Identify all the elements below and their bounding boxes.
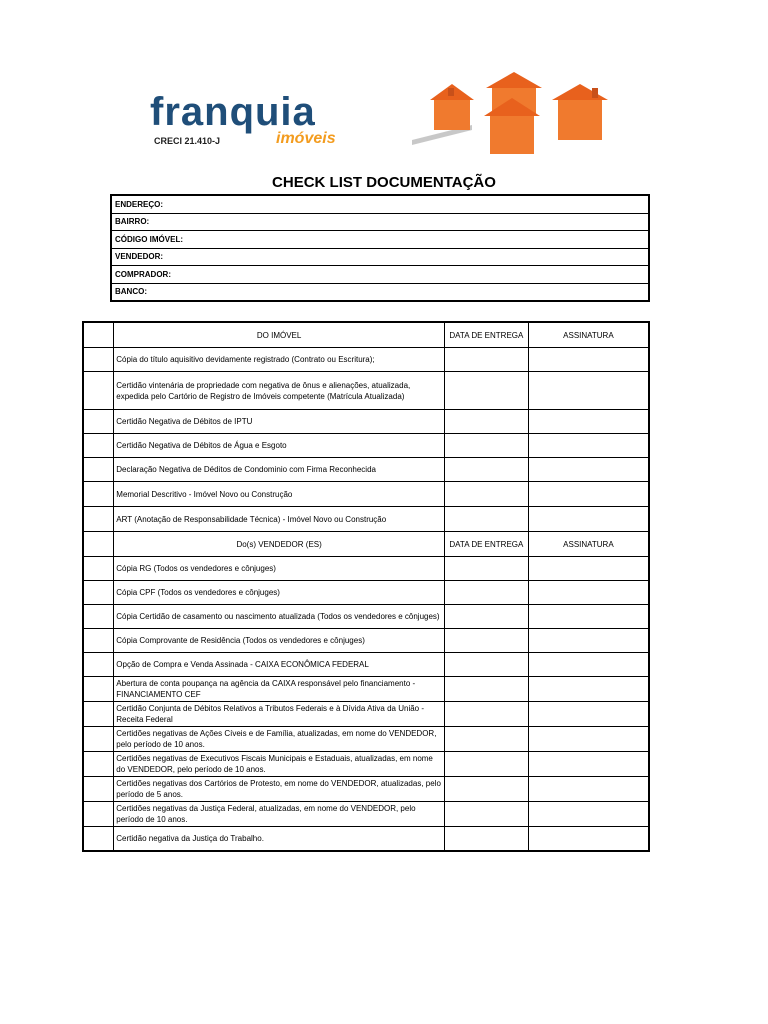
check-box[interactable] — [83, 348, 114, 372]
document-description: Certidão Negativa de Débitos de IPTU — [114, 410, 445, 434]
signature-cell[interactable] — [528, 410, 649, 434]
check-box[interactable] — [83, 581, 114, 605]
signature-cell[interactable] — [528, 581, 649, 605]
section-title: DO IMÓVEL — [114, 322, 445, 348]
document-description: Certidão Conjunta de Débitos Relativos a Tributos Federais e à Dívida Ativa da União - Receita Federal — [114, 702, 445, 727]
signature-header: ASSINATURA — [528, 322, 649, 348]
date-header: DATA DE ENTREGA — [444, 532, 528, 557]
signature-cell[interactable] — [528, 434, 649, 458]
delivery-date-cell[interactable] — [444, 653, 528, 677]
delivery-date-cell[interactable] — [444, 802, 528, 827]
document-description: Certidão vintenária de propriedade com negativa de ônus e alienações, atualizada, expedida pelo Cartório de Registro de Imóveis competente (Matrícula Atualizada) — [114, 372, 445, 410]
check-box[interactable] — [83, 727, 114, 752]
checklist-row — [83, 653, 649, 677]
document-description: Cópia RG (Todos os vendedores e cônjuges) — [114, 557, 445, 581]
document-description: Certidões negativas de Ações Cíveis e de Família, atualizadas, em nome do VENDEDOR, pelo período de 10 anos. — [114, 727, 445, 752]
delivery-date-cell[interactable] — [444, 372, 528, 410]
signature-cell[interactable] — [528, 348, 649, 372]
checklist-row — [83, 752, 649, 777]
check-box[interactable] — [83, 482, 114, 507]
logo-brand: franquia — [150, 90, 316, 134]
section-header-row — [83, 532, 649, 557]
signature-cell[interactable] — [528, 458, 649, 482]
delivery-date-cell[interactable] — [444, 605, 528, 629]
checklist-row — [83, 629, 649, 653]
info-row — [111, 231, 649, 249]
delivery-date-cell[interactable] — [444, 482, 528, 507]
check-box[interactable] — [83, 434, 114, 458]
check-box[interactable] — [83, 827, 114, 851]
header-spacer — [83, 322, 114, 348]
document-description: Cópia Comprovante de Residência (Todos os vendedores e cônjuges) — [114, 629, 445, 653]
document-description: ART (Anotação de Responsabilidade Técnica) - Imóvel Novo ou Construção — [114, 507, 445, 532]
signature-header: ASSINATURA — [528, 532, 649, 557]
delivery-date-cell[interactable] — [444, 677, 528, 702]
info-row — [111, 266, 649, 284]
delivery-date-cell[interactable] — [444, 777, 528, 802]
document-description: Certidões negativas dos Cartórios de Protesto, em nome do VENDEDOR, atualizadas, pelo período de 5 anos. — [114, 777, 445, 802]
signature-cell[interactable] — [528, 677, 649, 702]
signature-cell[interactable] — [528, 482, 649, 507]
info-label: VENDEDOR: — [111, 248, 649, 266]
delivery-date-cell[interactable] — [444, 348, 528, 372]
franquia-logo — [150, 92, 350, 162]
logo-sub: imóveis — [276, 130, 336, 147]
checklist-row — [83, 410, 649, 434]
info-table — [110, 194, 650, 302]
checklist-row — [83, 581, 649, 605]
check-box[interactable] — [83, 777, 114, 802]
info-row — [111, 248, 649, 266]
delivery-date-cell[interactable] — [444, 557, 528, 581]
signature-cell[interactable] — [528, 557, 649, 581]
logo-creci: CRECI 21.410-J — [154, 136, 221, 146]
checklist-table — [82, 321, 650, 852]
checklist-row — [83, 458, 649, 482]
signature-cell[interactable] — [528, 802, 649, 827]
check-box[interactable] — [83, 629, 114, 653]
delivery-date-cell[interactable] — [444, 629, 528, 653]
signature-cell[interactable] — [528, 827, 649, 851]
info-row — [111, 283, 649, 301]
info-label: CÓDIGO IMÓVEL: — [111, 231, 649, 249]
info-label: BAIRRO: — [111, 213, 649, 231]
document-description: Cópia do título aquisitivo devidamente registrado (Contrato ou Escritura); — [114, 348, 445, 372]
info-row — [111, 213, 649, 231]
checklist-row — [83, 702, 649, 727]
document-description: Certidões negativas de Executivos Fiscais Municipais e Estaduais, atualizadas, em nome do VENDEDOR, pelo período de 10 anos. — [114, 752, 445, 777]
signature-cell[interactable] — [528, 372, 649, 410]
checklist-row — [83, 348, 649, 372]
checklist-row — [83, 727, 649, 752]
delivery-date-cell[interactable] — [444, 507, 528, 532]
check-box[interactable] — [83, 752, 114, 777]
check-box[interactable] — [83, 605, 114, 629]
check-box[interactable] — [83, 802, 114, 827]
checklist-row — [83, 434, 649, 458]
check-box[interactable] — [83, 372, 114, 410]
signature-cell[interactable] — [528, 507, 649, 532]
delivery-date-cell[interactable] — [444, 581, 528, 605]
signature-cell[interactable] — [528, 629, 649, 653]
document-description: Certidão Negativa de Débitos de Água e Esgoto — [114, 434, 445, 458]
section-header-row — [83, 322, 649, 348]
delivery-date-cell[interactable] — [444, 752, 528, 777]
check-box[interactable] — [83, 653, 114, 677]
signature-cell[interactable] — [528, 727, 649, 752]
info-label: BANCO: — [111, 283, 649, 301]
page-title: CHECK LIST DOCUMENTAÇÃO — [272, 174, 496, 191]
document-description: Cópia CPF (Todos os vendedores e cônjuges) — [114, 581, 445, 605]
info-row — [111, 195, 649, 213]
checklist-row — [83, 372, 649, 410]
delivery-date-cell[interactable] — [444, 410, 528, 434]
check-box[interactable] — [83, 677, 114, 702]
document-description: Opção de Compra e Venda Assinada - CAIXA ECONÔMICA FEDERAL — [114, 653, 445, 677]
checklist-row — [83, 482, 649, 507]
document-description: Memorial Descritivo - Imóvel Novo ou Construção — [114, 482, 445, 507]
checklist-row — [83, 605, 649, 629]
delivery-date-cell[interactable] — [444, 434, 528, 458]
checklist-row — [83, 802, 649, 827]
document-description: Certidão negativa da Justiça do Trabalho. — [114, 827, 445, 851]
info-label: COMPRADOR: — [111, 266, 649, 284]
delivery-date-cell[interactable] — [444, 702, 528, 727]
check-box[interactable] — [83, 702, 114, 727]
check-box[interactable] — [83, 458, 114, 482]
checklist-row — [83, 777, 649, 802]
section-title: Do(s) VENDEDOR (ES) — [114, 532, 445, 557]
signature-cell[interactable] — [528, 702, 649, 727]
delivery-date-cell[interactable] — [444, 727, 528, 752]
document-description: Declaração Negativa de Déditos de Condominio com Firma Reconhecida — [114, 458, 445, 482]
check-box[interactable] — [83, 507, 114, 532]
check-box[interactable] — [83, 557, 114, 581]
signature-cell[interactable] — [528, 653, 649, 677]
document-description: Certidões negativas da Justiça Federal, atualizadas, em nome do VENDEDOR, pelo período de 10 anos. — [114, 802, 445, 827]
delivery-date-cell[interactable] — [444, 827, 528, 851]
signature-cell[interactable] — [528, 777, 649, 802]
delivery-date-cell[interactable] — [444, 458, 528, 482]
checklist-row — [83, 557, 649, 581]
signature-cell[interactable] — [528, 605, 649, 629]
header-spacer — [83, 532, 114, 557]
houses-icon — [412, 70, 622, 160]
date-header: DATA DE ENTREGA — [444, 322, 528, 348]
document-description: Cópia Certidão de casamento ou nascimento atualizada (Todos os vendedores e cônjuges) — [114, 605, 445, 629]
check-box[interactable] — [83, 410, 114, 434]
checklist-row — [83, 677, 649, 702]
signature-cell[interactable] — [528, 752, 649, 777]
document-description: Abertura de conta poupança na agência da CAIXA responsável pelo financiamento - FINANCIAMENTO CEF — [114, 677, 445, 702]
checklist-row — [83, 827, 649, 851]
info-label: ENDEREÇO: — [111, 195, 649, 213]
checklist-row — [83, 507, 649, 532]
